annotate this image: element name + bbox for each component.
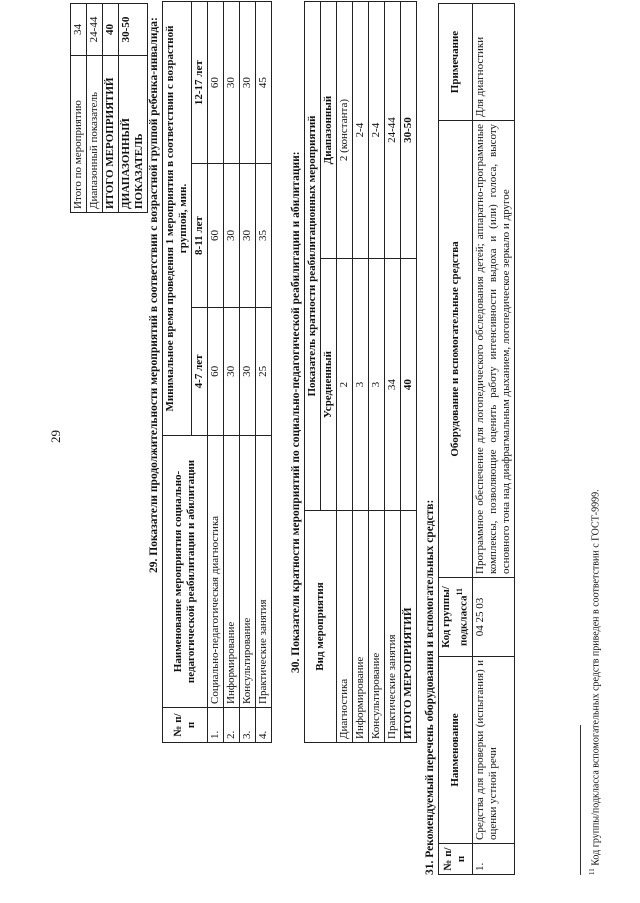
- section-30-table: [304, 1, 417, 743]
- table-row: [337, 2, 353, 743]
- row-value: 30: [240, 164, 256, 307]
- row-value: 35: [256, 164, 272, 307]
- totals-label: ИТОГО МЕРОПРИЯТИЙ: [103, 56, 119, 213]
- row-value: 45: [256, 2, 272, 164]
- row-value: 30: [240, 307, 256, 435]
- totals-value: 30-50: [119, 4, 148, 56]
- section-31-table: [438, 3, 515, 875]
- table-row: [385, 2, 401, 743]
- section-31-title: 31. Рекомендуемый перечень оборудования и вспомогательных средств:: [424, 499, 436, 875]
- col-code-header: [439, 578, 473, 657]
- row-avg: 34: [385, 259, 401, 511]
- table-row: [224, 2, 240, 743]
- table-row: [208, 2, 224, 743]
- col-note-header: Примечание: [439, 4, 473, 121]
- col-code-label: Код группы/ подкласса: [440, 586, 470, 648]
- row-name: Информирование: [224, 436, 240, 708]
- table-row: [401, 2, 417, 743]
- row-name: ИТОГО МЕРОПРИЯТИЙ: [401, 511, 417, 743]
- row-name: Информирование: [353, 511, 369, 743]
- row-name: Средства для проверки (испытания) и оценки устной речи: [472, 657, 514, 844]
- col-range-header: Диапазонный: [321, 2, 337, 259]
- row-avg: 3: [353, 259, 369, 511]
- totals-value: 40: [103, 4, 119, 56]
- table-row: [353, 2, 369, 743]
- age-group-header: 8-11 лет: [192, 164, 208, 307]
- col-name-header: Наименование: [439, 657, 473, 844]
- row-code: 04 25 03: [472, 578, 514, 657]
- col-num-header: № п/п: [439, 844, 473, 875]
- row-value: 25: [256, 307, 272, 435]
- row-name: Социально-педагогическая диагностика: [208, 436, 224, 708]
- row-name: Практические занятия: [385, 511, 401, 743]
- totals-value: 34: [71, 4, 87, 56]
- table-row: [87, 4, 103, 213]
- row-num: 3.: [240, 708, 256, 743]
- row-avg: 2: [337, 259, 353, 511]
- totals-value: 24-44: [87, 4, 103, 56]
- col-kind-header: Вид мероприятия: [305, 511, 337, 743]
- footnote-mark: 11: [588, 868, 596, 875]
- totals-label: Итого по мероприятию: [71, 56, 87, 213]
- footnote-separator: [580, 725, 581, 875]
- row-value: 60: [208, 307, 224, 435]
- row-name: Консультирование: [240, 436, 256, 708]
- row-value: 30: [224, 2, 240, 164]
- col-avg-header: Усредненный: [321, 259, 337, 511]
- totals-table: [70, 3, 148, 213]
- row-range: 2-4: [369, 2, 385, 259]
- table-row: [71, 4, 87, 213]
- row-num: 1.: [472, 844, 514, 875]
- row-value: 60: [208, 164, 224, 307]
- footnote-text: Код группы/подкласса вспомогательных средств приведен в соответствии с ГОСТ-9999.: [590, 489, 602, 866]
- section-30-title: 30. Показатели кратности мероприятий по социально-педагогической реабилитации и абилитации:: [290, 151, 302, 673]
- row-num: 4.: [256, 708, 272, 743]
- page-number: 29: [48, 430, 63, 443]
- table-row: [369, 2, 385, 743]
- age-group-header: 4-7 лет: [192, 307, 208, 435]
- row-num: 2.: [224, 708, 240, 743]
- col-equipment-header: Оборудование и вспомогательные средства: [439, 121, 473, 578]
- row-equipment: Программное обеспечение для логопедического обследования детей; аппаратно-программные комплексы, позволяющие оценить работу интенсивности выдоха и (или) голоса, высоту основного тона над диафрагмальным дыханием, логопедическое зеркало и другое: [472, 121, 514, 578]
- table-row: [240, 2, 256, 743]
- row-num: 1.: [208, 708, 224, 743]
- totals-label: Диапазонный показатель: [87, 56, 103, 213]
- col-time-header: Минимальное время проведения 1 мероприятия в соответствии с возрастной группой, мин.: [163, 2, 192, 436]
- row-range: 24-44: [385, 2, 401, 259]
- row-name: Диагностика: [337, 511, 353, 743]
- table-row: [472, 4, 514, 875]
- totals-label: ДИАПАЗОННЫЙ ПОКАЗАТЕЛЬ: [119, 56, 148, 213]
- row-avg: 40: [401, 259, 417, 511]
- footnote-ref: 11: [455, 587, 464, 596]
- col-name-header: Наименование мероприятия социально-педагогической реабилитации и абилитации: [163, 436, 208, 708]
- table-row: [119, 4, 148, 213]
- row-value: 30: [240, 2, 256, 164]
- row-name: Практические занятия: [256, 436, 272, 708]
- row-value: 60: [208, 2, 224, 164]
- row-note: Для диагностики: [472, 4, 514, 121]
- section-29-title: 29. Показатели продолжительности мероприятий в соответствии с возрастной группой ребенка-инвалида:: [148, 17, 160, 573]
- age-group-header: 12-17 лет: [192, 2, 208, 164]
- col-group-header: Показатель кратности реабилитационных мероприятий: [305, 2, 321, 511]
- table-row: [256, 2, 272, 743]
- row-range: 30-50: [401, 2, 417, 259]
- table-row: [103, 4, 119, 213]
- row-name: Консультирование: [369, 511, 385, 743]
- row-range: 2-4: [353, 2, 369, 259]
- row-avg: 3: [369, 259, 385, 511]
- row-value: 30: [224, 307, 240, 435]
- row-range: 2 (константа): [337, 2, 353, 259]
- footnote: [588, 489, 601, 875]
- col-num-header: № п/п: [163, 708, 208, 743]
- section-29-table: [162, 1, 272, 743]
- row-value: 30: [224, 164, 240, 307]
